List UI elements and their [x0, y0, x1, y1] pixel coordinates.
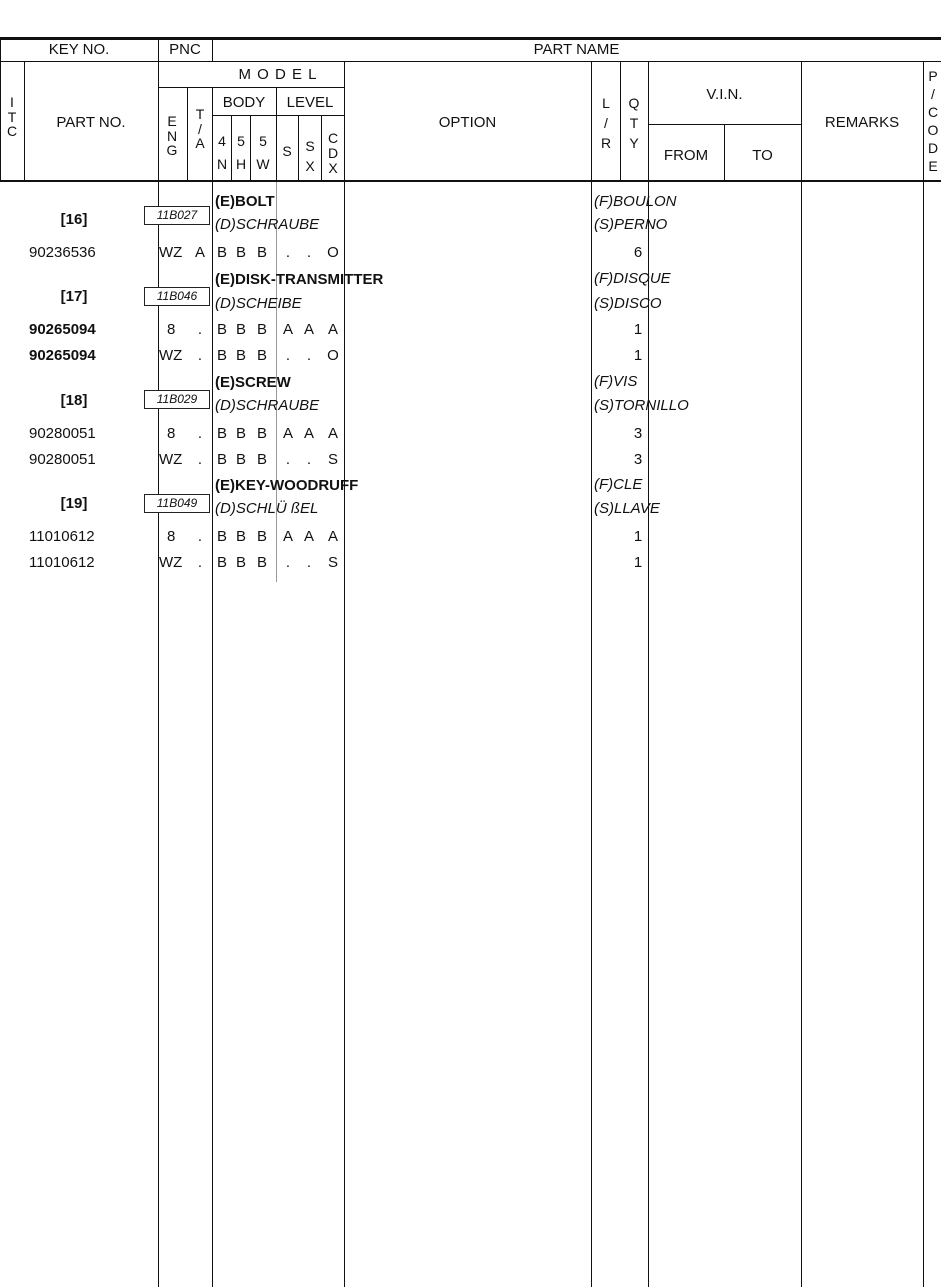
body-5h-value: B [235, 347, 246, 364]
ta-code: A [194, 244, 205, 261]
eng-divider [187, 87, 188, 182]
part-number: 90280051 [29, 425, 96, 442]
qty-vin-divider [648, 62, 649, 1287]
level-cdx-value: A [327, 321, 338, 338]
body-4n-divider [231, 115, 232, 182]
eng-code: 8 [167, 528, 176, 545]
pnc-header: PNC [169, 41, 201, 58]
key-number: [17] [60, 288, 88, 305]
ta-divider [212, 87, 213, 1287]
ta-code: . [197, 347, 203, 364]
remarks-header: REMARKS [824, 114, 900, 131]
part-number: 90280051 [29, 451, 96, 468]
level-header: LEVEL [286, 94, 334, 111]
body-4n-value: B [216, 347, 227, 364]
vin-to-header: TO [752, 147, 773, 164]
key-number: [19] [60, 495, 88, 512]
ta-header: T / A [195, 106, 205, 151]
body-4n-value: B [216, 321, 227, 338]
header-bottom-rule [0, 180, 941, 182]
body-header: BODY [222, 94, 266, 111]
level-s-value: . [285, 451, 291, 468]
eng-code: WZ [159, 554, 183, 571]
part-name-german: (D)SCHRAUBE [215, 216, 320, 233]
body-5h-value: B [235, 451, 246, 468]
part-name-french: (F)BOULON [594, 193, 677, 210]
part-name-german: (D)SCHRAUBE [215, 397, 320, 414]
part-name-english: (E)BOLT [215, 193, 275, 210]
body-4n-header: 4 N [216, 133, 228, 172]
body-5w-value: B [256, 528, 267, 545]
part-name-spanish: (S)LLAVE [594, 500, 660, 517]
ta-code: . [197, 451, 203, 468]
part-name-spanish: (S)TORNILLO [594, 397, 689, 414]
model-rule [158, 87, 344, 88]
qty-header: Q T Y [628, 95, 640, 151]
level-sx-value: A [303, 425, 314, 442]
level-cdx-value: A [327, 425, 338, 442]
level-sx-value: . [306, 347, 312, 364]
part-name-english: (E)DISK-TRANSMITTER [215, 271, 384, 288]
level-cdx-value: S [327, 451, 338, 468]
eng-code: WZ [159, 244, 183, 261]
level-s-divider [298, 115, 299, 182]
level-cdx-value: O [327, 244, 339, 261]
key-no-header: KEY NO. [48, 41, 110, 58]
itc-header: I T C [6, 94, 18, 139]
level-sx-value: A [303, 528, 314, 545]
pnc-code: 11B029 [144, 390, 210, 409]
body-5w-value: B [256, 554, 267, 571]
part-number: 90265094 [29, 347, 96, 364]
body-4n-value: B [216, 425, 227, 442]
level-s-value: A [282, 425, 293, 442]
pnc-code: 11B046 [144, 287, 210, 306]
part-name-spanish: (S)PERNO [594, 216, 668, 233]
body-5h-value: B [235, 244, 246, 261]
level-sx-value: . [306, 554, 312, 571]
level-s-value: . [285, 347, 291, 364]
key-number: [16] [60, 211, 88, 228]
level-sx-value: A [303, 321, 314, 338]
eng-code: 8 [167, 425, 176, 442]
level-s-value: . [285, 244, 291, 261]
vin-header: V.I.N. [706, 86, 743, 103]
part-number: 90265094 [29, 321, 96, 338]
part-name-german: (D)SCHLÜ ßEL [215, 500, 319, 517]
body-5w-header: 5 W [256, 133, 270, 172]
body-5w-value: B [256, 321, 267, 338]
option-lr-divider [591, 62, 592, 1287]
level-cdx-value: A [327, 528, 338, 545]
level-sx-divider [321, 115, 322, 182]
level-s-value: A [282, 528, 293, 545]
level-cdx-value: S [327, 554, 338, 571]
key-number: [18] [60, 392, 88, 409]
lr-qty-divider [620, 62, 621, 182]
pnc-code: 11B027 [144, 206, 210, 225]
ta-code: . [197, 554, 203, 571]
body-4n-value: B [216, 244, 227, 261]
level-s-value: . [285, 554, 291, 571]
ta-code: . [197, 321, 203, 338]
part-number: 90236536 [29, 244, 96, 261]
body-5h-value: B [235, 554, 246, 571]
part-name-french: (F)DISQUE [594, 270, 671, 287]
vin-rule [648, 124, 802, 125]
body-4n-value: B [216, 528, 227, 545]
quantity: 3 [633, 451, 643, 468]
part-name-spanish: (S)DISCO [594, 295, 662, 312]
vin-from-header: FROM [663, 147, 709, 164]
quantity: 1 [633, 321, 643, 338]
level-s-header: S [282, 143, 292, 159]
body-5h-value: B [235, 528, 246, 545]
left-border [0, 37, 1, 182]
part-name-english: (E)KEY-WOODRUFF [215, 477, 359, 494]
pnc-code: 11B049 [144, 494, 210, 513]
part-name-french: (F)CLE [594, 476, 643, 493]
body-5w-value: B [256, 425, 267, 442]
lr-header: L / R [600, 95, 612, 151]
eng-header: E N G [166, 113, 178, 158]
body-5w-value: B [256, 347, 267, 364]
part-name-french: (F)VIS [594, 373, 638, 390]
header-rule-1 [0, 61, 941, 62]
body-4n-value: B [216, 451, 227, 468]
top-border [0, 37, 941, 40]
model-header: M O D E L [238, 66, 318, 83]
body-4n-value: B [216, 554, 227, 571]
part-name-header: PART NAME [533, 41, 620, 58]
vin-remarks-divider [801, 62, 802, 1287]
body-5w-value: B [256, 451, 267, 468]
quantity: 6 [633, 244, 643, 261]
part-name-english: (E)SCREW [215, 374, 291, 391]
eng-code: WZ [159, 347, 183, 364]
body-5w-value: B [256, 244, 267, 261]
remarks-pcode-divider [923, 62, 924, 1287]
level-sx-header: S X [305, 138, 315, 174]
part-number: 11010612 [29, 528, 95, 545]
part-no-header: PART NO. [56, 114, 126, 131]
quantity: 3 [633, 425, 643, 442]
quantity: 1 [633, 347, 643, 364]
level-s-value: A [282, 321, 293, 338]
quantity: 1 [633, 554, 643, 571]
model-option-divider [344, 62, 345, 1287]
body-5h-value: B [235, 425, 246, 442]
eng-code: 8 [167, 321, 176, 338]
ta-code: . [197, 528, 203, 545]
part-number: 11010612 [29, 554, 95, 571]
level-sx-value: . [306, 244, 312, 261]
body-5h-divider [250, 115, 251, 182]
part-name-german: (D)SCHEIBE [215, 295, 302, 312]
pcode-header: P / C O D E [927, 68, 939, 174]
level-cdx-header: C D X [327, 130, 339, 176]
body-5h-header: 5 H [235, 133, 247, 172]
quantity: 1 [633, 528, 643, 545]
option-header: OPTION [438, 114, 497, 131]
body-5h-value: B [235, 321, 246, 338]
eng-code: WZ [159, 451, 183, 468]
level-sx-value: . [306, 451, 312, 468]
ta-code: . [197, 425, 203, 442]
level-cdx-value: O [327, 347, 339, 364]
